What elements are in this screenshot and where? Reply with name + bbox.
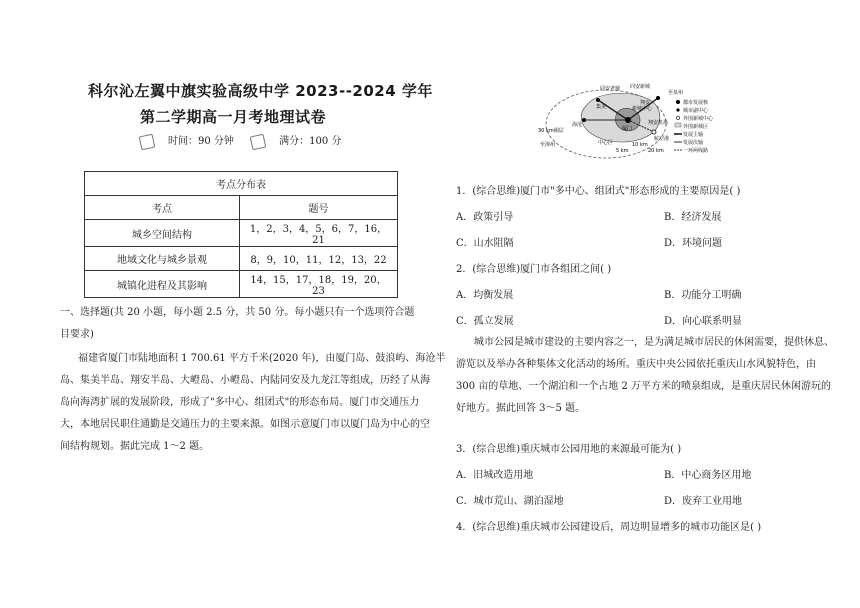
question-1-option-c[interactable]: C．山水阻隔: [456, 238, 514, 249]
exam-score: 满分：100 分: [279, 136, 342, 147]
legend-item: 外围新城区: [683, 124, 709, 130]
outer-center-node: [652, 130, 656, 134]
question-2-option-c[interactable]: C．孤立发展: [456, 316, 514, 327]
table-cell-items: 8，9，10，11，12，13，22: [240, 247, 398, 271]
map-label: 同安老城: [600, 86, 621, 92]
question-3-option-b[interactable]: B．中心商务区用地: [664, 470, 752, 481]
sub-center-node: [596, 98, 600, 102]
map-label: 20 km: [648, 148, 664, 154]
map-label: 翔安机场: [648, 120, 669, 126]
passage-line: 大，本地居民职住通勤是交通压力的主要来源。如图示意厦门市以厦门岛为中心的空: [60, 419, 430, 430]
exam-title-line2: 第二学期高一月考地理试卷: [140, 108, 327, 126]
passage-line: 福建省厦门市陆地面积 1 700.61 平方千米(2020 年)，由厦门岛、鼓浪屿、海沧半: [78, 353, 446, 364]
question-1-stem: 1．(综合思维)厦门市"多中心、组团式"形态形成的主要原因是( ): [456, 186, 741, 197]
question-1-option-a[interactable]: A．政策引导: [456, 212, 514, 223]
table-cell-topic: 地域文化与城乡景观: [85, 247, 240, 271]
table-cell-topic: 城镇化进程及其影响: [85, 271, 240, 298]
map-label: 集美: [596, 104, 607, 110]
exam-time: 时间：90 分钟: [168, 136, 234, 147]
passage-chongqing: [456, 332, 834, 420]
question-3-option-d[interactable]: D．废弃工业用地: [664, 496, 743, 507]
legend-item: 发展次轴: [683, 140, 704, 146]
passage-line: 岛、集美半岛、翔安半岛、大嶝岛、小嶝岛、内陆同安及九龙江等组成，历经了从海: [60, 375, 430, 386]
topic-distribution-table: [84, 171, 398, 298]
map-label: 30 km圈层: [538, 128, 564, 134]
passage-line: 岛向海湾扩展的发展阶段，形成了"多中心、组团式"的形态布局。厦门市交通压力: [60, 397, 420, 408]
map-label: 至漳州: [540, 142, 556, 148]
legend-area-icon: [675, 123, 681, 127]
question-1-option-d[interactable]: D．环境问题: [664, 238, 723, 249]
legend-item: 发展主轴: [683, 132, 704, 138]
question-2-option-d[interactable]: D．向心联系明显: [664, 316, 743, 327]
map-legend: [674, 99, 714, 154]
legend-core-icon: [676, 100, 680, 104]
question-3-option-c[interactable]: C．城市荒山、湖泊湿地: [456, 496, 564, 507]
section-heading: [60, 302, 415, 346]
table-row: [85, 271, 398, 298]
legend-item: 外围新城中心: [683, 116, 714, 122]
pencil-doodle-icon: [250, 133, 267, 150]
sub-center-node: [582, 118, 586, 122]
table-caption: 考点分布表: [85, 172, 398, 196]
map-label: 新城中心: [632, 106, 653, 112]
table-row: [85, 220, 398, 247]
map-label: 厦门: [622, 126, 633, 132]
exam-meta: [140, 132, 341, 149]
map-label: 同安新城: [630, 84, 651, 90]
question-1-option-b[interactable]: B．经济发展: [664, 212, 722, 223]
table-cell-topic: 城乡空间结构: [85, 220, 240, 247]
map-label: 5 km: [616, 148, 629, 154]
section-heading-line2: 目要求): [60, 329, 94, 340]
passage-xiamen: [60, 348, 445, 458]
question-2-option-b[interactable]: B．功能分工明确: [664, 290, 742, 301]
map-label: 海沧: [572, 122, 583, 128]
legend-item: 城市副中心: [683, 108, 709, 114]
passage-line: 好地方。据此回答 3～5 题。: [456, 403, 586, 414]
question-2-stem: 2．(综合思维)厦门市各组团之间( ): [456, 264, 612, 275]
map-label: 航空港: [654, 136, 670, 142]
question-2-option-a[interactable]: A．均衡发展: [456, 290, 514, 301]
table-header-topic: 考点: [85, 196, 240, 220]
passage-line: 间结构规划。据此完成 1～2 题。: [60, 441, 210, 452]
map-label: 翔安: [640, 100, 651, 106]
question-3-option-a[interactable]: A．旧城改造用地: [456, 470, 534, 481]
table-cell-items: 1，2，3，4，5，6，7，16，21: [240, 220, 398, 247]
core-node: [625, 117, 631, 123]
passage-line: 城市公园是城市建设的主要内容之一，是为满足城市居民的休闲需要，提供休息、: [474, 337, 834, 348]
sub-center-node: [656, 96, 660, 100]
section-heading-line1: 一、选择题(共 20 小题，每小题 2.5 分，共 50 分。每小题只有一个选项符合题: [60, 307, 415, 318]
question-4-stem: 4．(综合思维)重庆城市公园建设后，周边明显增多的城市功能区是( ): [456, 522, 762, 533]
legend-item: 都市发展核: [683, 100, 709, 106]
passage-line: 300 亩的草地、一个湖泊和一个占地 2 万平方米的喷泉组成，是重庆居民休闲游玩的: [456, 381, 831, 392]
legend-subcenter-icon: [676, 108, 679, 111]
table-cell-items: 14，15，17，18，19，20，23: [240, 271, 398, 298]
question-3-stem: 3．(综合思维)重庆城市公园用地的来源最可能为( ): [456, 444, 682, 455]
table-header-items: 题号: [240, 196, 398, 220]
legend-item: 一环两线路: [683, 148, 709, 154]
map-label: 中心区: [598, 140, 614, 146]
xiamen-structure-map: [536, 80, 732, 160]
legend-outer-center-icon: [676, 116, 679, 119]
map-label: 10 km: [632, 142, 648, 148]
exam-title-line1: 科尔沁左翼中旗实验高级中学 2023--2024 学年: [88, 82, 433, 100]
clock-doodle-icon: [139, 133, 156, 150]
passage-line: 游览以及举办各种集体文化活动的场所。重庆中央公园依托重庆山水风貌特色，由: [456, 359, 816, 370]
map-label: 至泉州: [668, 90, 684, 96]
table-row: [85, 247, 398, 271]
